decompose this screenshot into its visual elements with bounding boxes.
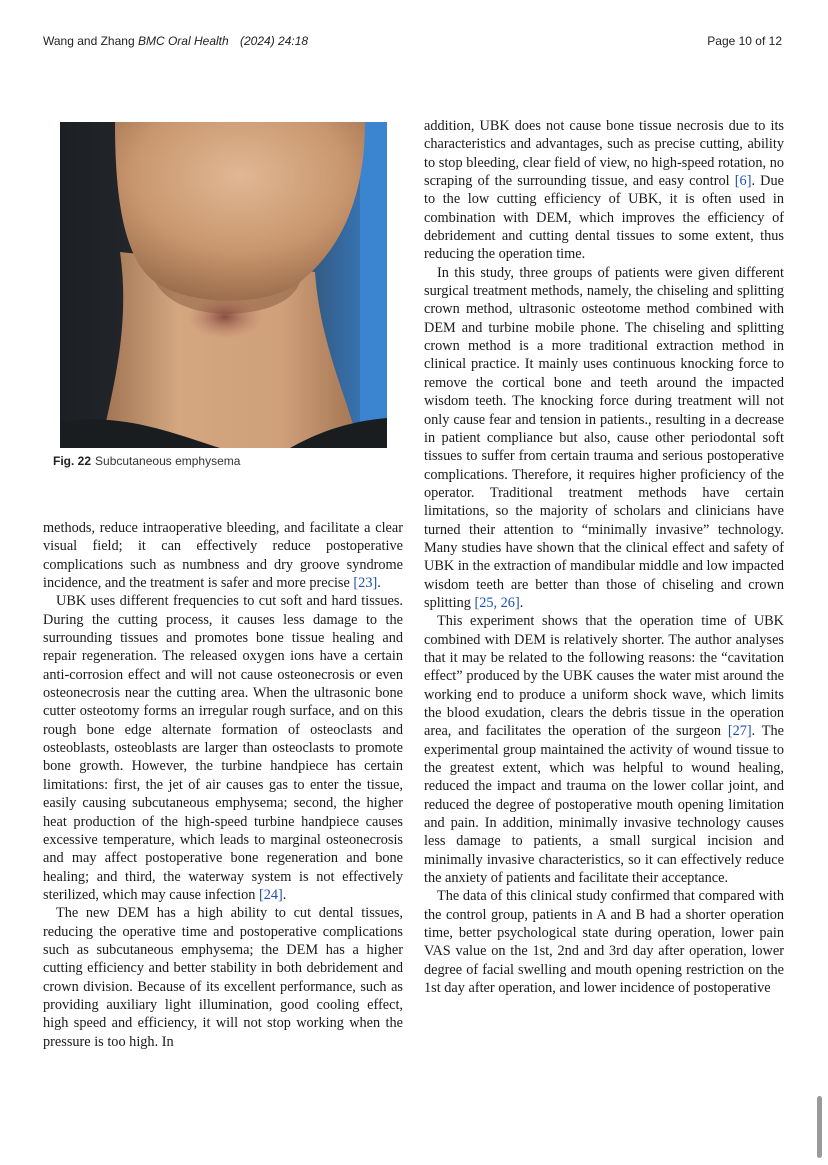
paragraph: This experiment shows that the operation time of UBK combined with DEM is relatively shorter. The author analyses that it may be related to the following reasons: the “cavitation effect” produced by the UBK causes the water mist around the working end to produce a uniform shock wave, which limits the blood exudation, clears the debris tissue in the operation area, and facilitates the operation of the surgeon [27]. The experimental group maintained the activity of wound tissue to the greatest extent, which was helpful to wound healing, reduced the impact and trauma on the lower collar joint, and reduced the degree of postoperative mouth opening limitation and pain. In addition, minimally invasive technology causes less damage to patients, a small surgical incision and minimally invasive characteristics, so it can effectively reduce the anxiety of patients and facilitate their acceptance. [424,613,784,887]
paragraph: The data of this clinical study confirmed that compared with the control group, patients in A and B had a shorter operation time, better psychological state during operation, lower pain VAS value on the 1st, 2nd and 3rd day after operation, lower degree of facial swelling and mouth opening restriction on the 1st day after operation, and lower incidence of postoperative [424,888,784,997]
running-head [43,34,229,48]
figure-caption [53,454,393,468]
authors: Wang and Zhang [43,34,135,48]
paragraph: methods, reduce intraoperative bleeding, and facilitate a clear visual field; it can effectively reduce postoperative complications such as numbness and dry groove syndrome incidence, and the treatment is safer and more precise [23]. [43,520,403,592]
citation-link[interactable]: [23] [353,575,378,592]
paragraph: UBK uses different frequencies to cut soft and hard tissues. During the cutting process, it causes less damage to the surrounding tissues and promotes bone tissue healing and repair regeneration. The released oxygen ions have a certain anti-corrosion effect and will not cause osteonecrosis or even osteonecrosis near the cutting area. When the ultrasonic bone cutter osteotomy forms an irregular rough surface, and on this rough bone edge alternate formation of osteoclasts and osteoblasts, osteoblasts are larger than osteoclasts to promote bone growth. However, the turbine handpiece has certain limitations: first, the jet of air causes gas to enter the tissue, easily causing subcutaneous emphysema; second, the higher heat production of the high-speed turbine handpiece causes excessive temperature, which leads to marginal osteonecrosis and may affect postoperative bone regeneration and bone healing; and third, the waterway system is not effectively sterilized, which may cause infection [24]. [43,593,403,903]
figure-photo [60,122,387,448]
scrollbar-thumb[interactable] [817,1096,822,1158]
volume-info: (2024) 24:18 [240,34,309,48]
paragraph: The new DEM has a high ability to cut dental tissues, reducing the operative time and postoperative complications such as subcutaneous emphysema; the DEM has a higher cutting efficiency and better stability in both debridement and crown division. Because of its excellent performance, such as providing auxiliary light illumination, good cooling effect, high speed and efficiency, it will not stop working when the pressure is too high. In [43,905,403,1050]
neck-photo-illustration [60,122,387,448]
figure-caption-text: Subcutaneous emphysema [95,454,241,468]
page-header [43,34,782,52]
figure-label: Fig. 22 [53,454,92,468]
right-column [424,117,784,998]
citation-link[interactable]: [27] [727,723,752,740]
paragraph: addition, UBK does not cause bone tissue necrosis due to its characteristics and advantages, such as precise cutting, ability to stop bleeding, clear field of view, no high-speed rotation, no scraping of the surrounding tissue, and easy control [6]. Due to the low cutting efficiency of UBK, it is often used in combination with DEM, which improves the efficiency of debridement and cutting dental tissues to some extent, thus reducing the operation time. [424,118,784,263]
journal-name: BMC Oral Health [137,34,229,48]
left-column [43,519,403,1051]
citation-link[interactable]: [24] [258,886,283,903]
paragraph: In this study, three groups of patients were given different surgical treatment methods, namely, the chiseling and splitting crown method, ultrasonic osteotome method combined with DEM and turbine mobile phone. The chiseling and splitting crown method is a more traditional extraction method in clinical practice. It mainly uses continuous knocking force to remove the cortical bone and teeth around the impacted wisdom teeth. The knocking force during treatment will not only cause fear and tension in patients., resulting in a decrease in patient compliance but also, cause other periodontal soft tissues to suffer from certain trauma and serious postoperative complications. Therefore, it requires higher proficiency of the operator. Traditional treatment methods have certain limitations, so the majority of scholars and clinicians have turned their attention to “minimally invasive” technology. Many studies have shown that the clinical effect and safety of UBK in the extraction of mandibular middle and low impacted wisdom teeth are better than those of chiseling and crown splitting [25, 26]. [424,264,784,611]
citation-link[interactable]: [6] [734,173,752,190]
citation-link[interactable]: [25, 26] [474,594,520,611]
page-number: Page 10 of 12 [707,34,782,48]
